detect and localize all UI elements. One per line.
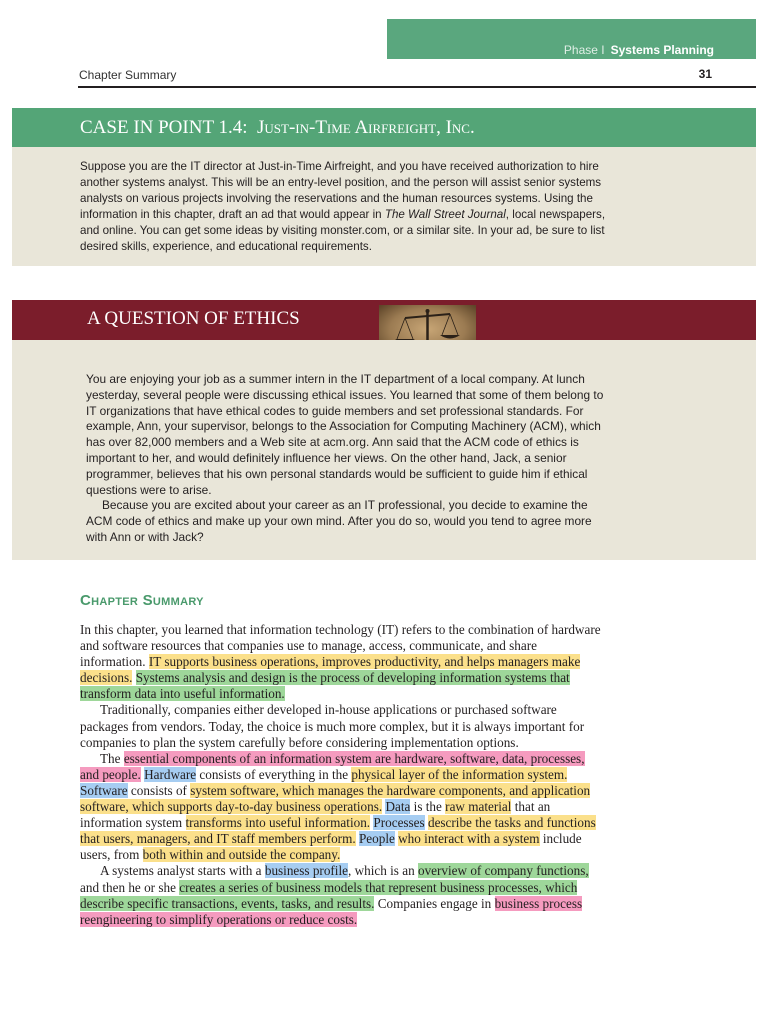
case-in-point-header: [12, 108, 756, 147]
section-title: Systems Planning: [610, 43, 714, 57]
highlighted-text: Data: [385, 799, 411, 815]
summary-paragraph: [80, 622, 601, 701]
body-text: The: [100, 750, 124, 766]
highlighted-text: describe the tasks and functions that users, managers, and IT staff members perform.: [80, 815, 596, 847]
chapter-summary-heading: Chapter Summary: [80, 592, 204, 609]
highlighted-text: who interact with a system: [398, 831, 540, 847]
highlighted-text: Processes: [373, 815, 425, 831]
highlighted-text: IT supports business operations, improves productivity, and helps managers make decisions.: [80, 654, 581, 686]
phase-tab: [387, 19, 756, 59]
chapter-summary-text: [80, 622, 602, 928]
summary-paragraph: [80, 702, 602, 750]
case-in-point-subtitle: Just-in-Time Airfreight, Inc.: [257, 117, 475, 138]
summary-paragraph: [80, 751, 602, 864]
highlighted-text: Systems analysis and design is the process of developing information systems that transform data into useful information.: [80, 670, 570, 702]
body-text: In this chapter, you learned that information technology (IT) refers to the combination of hardware and software resources that companies use to manage, access, communicate, and share information.: [80, 622, 601, 670]
phase-title: [564, 43, 714, 57]
highlighted-text: overview of company functions,: [417, 863, 589, 879]
case-in-point-title: [80, 117, 475, 139]
header-rule: [78, 86, 756, 88]
highlighted-text: Software: [80, 782, 128, 798]
body-text: Traditionally, companies either developed in-house applications or purchased software packages from vendors. Today, the choice is much more complex, but it is always important for companies to plan the system carefully before considering implementation options.: [80, 702, 585, 750]
highlighted-text: system software, which manages the hardware components, and application software, which supports day-to-day business operations.: [80, 782, 591, 815]
body-text: Companies engage in: [374, 895, 495, 911]
highlighted-text: Hardware: [144, 766, 197, 782]
highlighted-text: transforms into useful information.: [185, 815, 371, 831]
ethics-text: [86, 372, 606, 546]
ethics-title: A QUESTION OF ETHICS: [87, 308, 300, 329]
highlighted-text: creates a series of business models that represent business processes, which describe specific transactions, events, tasks, and results.: [80, 879, 578, 911]
body-text: A systems analyst starts with a: [100, 863, 265, 879]
highlighted-text: business profile: [264, 863, 348, 879]
page-number: 31: [698, 67, 712, 81]
body-text: consists of: [127, 782, 191, 798]
case-in-point-number: CASE IN POINT 1.4:: [80, 117, 248, 138]
running-head: Chapter Summary: [79, 68, 177, 82]
body-text: consists of everything in the: [196, 766, 352, 782]
highlighted-text: business process reengineering to simplify operations or reduce costs.: [80, 895, 583, 927]
body-text: that an information system: [80, 799, 551, 831]
body-text: , which is an: [348, 863, 418, 879]
phase-label: Phase I: [563, 43, 605, 57]
summary-paragraph: [80, 863, 602, 927]
case-in-point-text: [80, 159, 610, 255]
ethics-paragraph-1: You are enjoying your job as a summer intern in the IT department of a local company. At lunch yesterday, several people were discussing ethical issues. You learned that some of them belong to IT organizations that have ethical codes to guide members and set professional standards. For example, Ann, your supervisor, belongs to the Association for Computing Machinery (ACM), which has over 82,000 members and a Web site at acm.org. Ann said that the ACM code of ethics is important to her, and would definitely influence her views. On the other hand, Jack, a senior programmer, believes that his own personal standards would be sufficient to guide him if ethical questions were to arise.: [86, 372, 604, 497]
ethics-paragraph-2: Because you are excited about your career as an IT professional, you decide to examine the ACM code of ethics and make up your own mind. After you do so, would you tend to agree more with Ann or with Jack?: [86, 498, 592, 544]
highlighted-text: physical layer of the information system.: [351, 766, 568, 782]
case-text-part: , local newspapers, and online. You can get some ideas by visiting monster.com, or a similar site. In your ad, be sure to list desired skills, experience, and educational requirements.: [80, 208, 606, 253]
body-text: is the: [410, 799, 446, 815]
case-text-part: Suppose you are the IT director at Just-in-Time Airfreight, and you have received authorization to hire another systems analyst. This will be an entry-level position, and the person will assist senior systems analysts on various projects involving the reservations and the human resources systems. Using the information in this chapter, draft an ad that would appear in: [80, 160, 602, 221]
highlighted-text: People: [358, 831, 395, 847]
highlighted-text: raw material: [445, 799, 512, 815]
highlighted-text: essential components of an information system are hardware, software, data, processes, and people.: [80, 750, 585, 782]
body-text: and then he or she: [80, 879, 180, 895]
highlighted-text: both within and outside the company.: [142, 847, 341, 863]
body-text: include users, from: [80, 831, 582, 863]
case-text-italic: The Wall Street Journal: [384, 208, 506, 221]
